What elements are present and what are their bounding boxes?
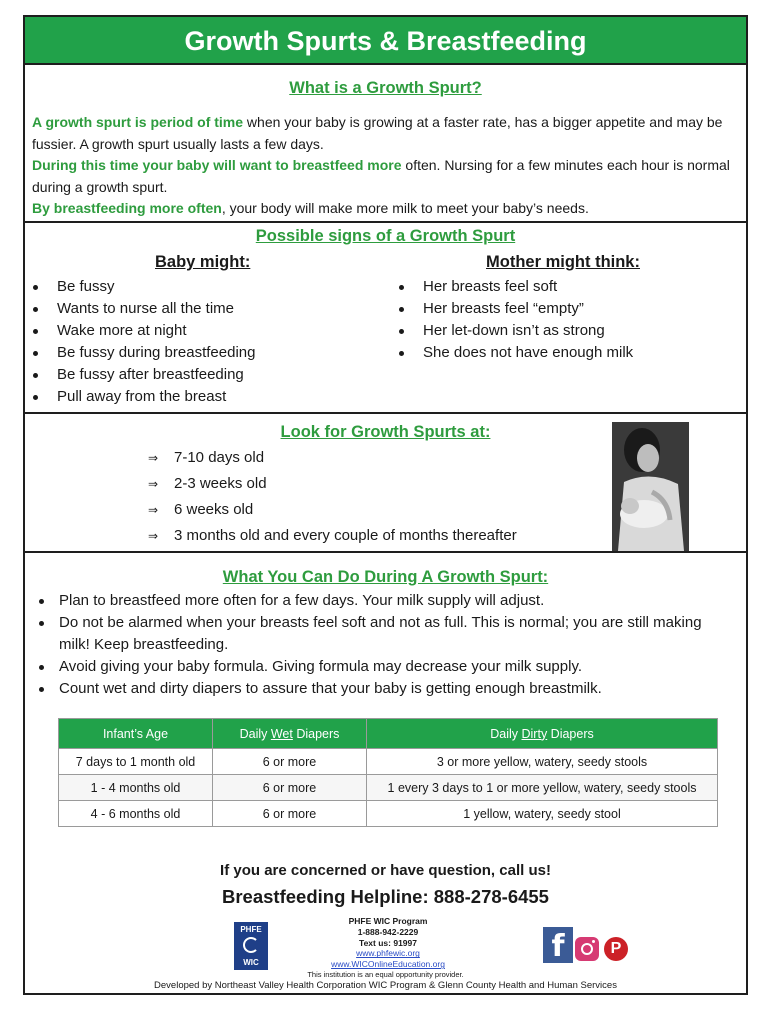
list-item: ⇒ 3 months old and every couple of months thereafter <box>148 523 517 549</box>
mother-signs-list <box>395 276 633 364</box>
list-item: ⇒ 2-3 weeks old <box>148 471 517 497</box>
table-cell: 1 yellow, watery, seedy stool <box>367 801 718 827</box>
divider <box>25 412 746 414</box>
table-cell: 4 - 6 months old <box>59 801 213 827</box>
list-item: Her breasts feel “empty” <box>395 298 633 320</box>
list-item: Count wet and dirty diapers to assure that your baby is getting enough breastmilk. <box>35 678 735 700</box>
bullet-icon <box>39 665 44 670</box>
signs-heading: Possible signs of a Growth Spurt <box>255 227 516 245</box>
list-item: Be fussy <box>29 276 255 298</box>
look-for-list <box>148 445 517 549</box>
bullet-icon <box>33 395 38 400</box>
baby-might-heading: Baby might: <box>155 253 251 271</box>
instagram-icon[interactable] <box>575 937 599 961</box>
developed-by-text: Developed by Northeast Valley Health Corporation WIC Program & Glenn County Health and Human Services <box>154 980 617 991</box>
program-contact <box>308 916 468 970</box>
list-item: Pull away from the breast <box>29 386 255 408</box>
table-cell: 6 or more <box>213 749 367 775</box>
double-arrow-right-icon: ⇒ <box>148 451 159 465</box>
table-cell: 1 every 3 days to 1 or more yellow, watery, seedy stools <box>367 775 718 801</box>
table-cell: 6 or more <box>213 775 367 801</box>
list-item: Wake more at night <box>29 320 255 342</box>
list-item: Be fussy after breastfeeding <box>29 364 255 386</box>
bullet-icon <box>39 599 44 604</box>
helpline-text: Breastfeeding Helpline: 888-278-6455 <box>222 886 549 907</box>
what-is-heading: What is a Growth Spurt? <box>289 79 482 97</box>
divider <box>25 221 746 223</box>
phfewic-link[interactable]: www.phfewic.org <box>356 948 420 959</box>
table-header-wet: Daily Wet Diapers <box>213 719 367 749</box>
list-item: ⇒ 7-10 days old <box>148 445 517 471</box>
logo-swirl-icon <box>243 937 259 953</box>
divider <box>25 551 746 553</box>
table-header-row <box>59 719 718 749</box>
program-name: PHFE WIC Program <box>348 916 428 926</box>
wic-education-link[interactable]: www.WICOnlineEducation.org <box>331 959 445 970</box>
equal-opportunity-text: This institution is an equal opportunity provider. <box>307 970 464 979</box>
intro-paragraph-2: During this time your baby will want to breastfeed more often. Nursing for a few minutes each hour is normal during a growth spurt. <box>32 157 730 195</box>
pinterest-icon[interactable]: P <box>604 937 628 961</box>
page-title: Growth Spurts & Breastfeeding <box>25 17 746 65</box>
what-is-text <box>32 112 732 220</box>
bullet-icon <box>399 285 404 290</box>
program-text-us: Text us: 91997 <box>359 937 417 948</box>
bullet-icon <box>39 621 44 626</box>
bullet-icon <box>33 285 38 290</box>
look-for-heading: Look for Growth Spurts at: <box>280 423 491 441</box>
what-to-do-list <box>35 590 735 700</box>
list-item: ⇒ 6 weeks old <box>148 497 517 523</box>
table-cell: 3 or more yellow, watery, seedy stools <box>367 749 718 775</box>
bullet-icon <box>399 329 404 334</box>
table-cell: 1 - 4 months old <box>59 775 213 801</box>
list-item: She does not have enough milk <box>395 342 633 364</box>
list-item: Her let-down isn’t as strong <box>395 320 633 342</box>
list-item: Wants to nurse all the time <box>29 298 255 320</box>
table-row <box>59 801 718 827</box>
concern-text: If you are concerned or have question, call us! <box>220 862 551 879</box>
intro-paragraph-3: By breastfeeding more often, your body will make more milk to meet your baby’s needs. <box>32 200 589 216</box>
mother-might-heading: Mother might think: <box>486 253 640 271</box>
double-arrow-right-icon: ⇒ <box>148 477 159 491</box>
baby-signs-list <box>29 276 255 408</box>
flyer-frame <box>23 15 748 995</box>
list-item: Plan to breastfeed more often for a few days. Your milk supply will adjust. <box>35 590 735 612</box>
list-item: Do not be alarmed when your breasts feel soft and not as full. This is normal; you are still making milk! Keep breastfeeding. <box>35 612 735 656</box>
bullet-icon <box>33 307 38 312</box>
table-cell: 6 or more <box>213 801 367 827</box>
double-arrow-right-icon: ⇒ <box>148 529 159 543</box>
double-arrow-right-icon: ⇒ <box>148 503 159 517</box>
bullet-icon <box>33 373 38 378</box>
facebook-icon[interactable]: f <box>543 927 573 963</box>
intro-paragraph-1: A growth spurt is period of time when your baby is growing at a faster rate, has a bigger appetite and may be fussier. A growth spurt usually lasts a few days. <box>32 114 723 152</box>
breastfeeding-photo <box>612 422 689 551</box>
bullet-icon <box>33 351 38 356</box>
bullet-icon <box>399 307 404 312</box>
bullet-icon <box>39 687 44 692</box>
table-row <box>59 775 718 801</box>
bullet-icon <box>33 329 38 334</box>
table-row <box>59 749 718 775</box>
table-cell: 7 days to 1 month old <box>59 749 213 775</box>
diaper-table <box>58 718 718 827</box>
bullet-icon <box>399 351 404 356</box>
phfe-wic-logo: PHFE WIC <box>234 922 268 970</box>
table-header-age: Infant’s Age <box>59 719 213 749</box>
list-item: Be fussy during breastfeeding <box>29 342 255 364</box>
program-phone: 1-888-942-2229 <box>357 926 419 937</box>
list-item: Avoid giving your baby formula. Giving formula may decrease your milk supply. <box>35 656 735 678</box>
table-header-dirty: Daily Dirty Diapers <box>367 719 718 749</box>
list-item: Her breasts feel soft <box>395 276 633 298</box>
what-to-do-heading: What You Can Do During A Growth Spurt: <box>222 568 549 586</box>
